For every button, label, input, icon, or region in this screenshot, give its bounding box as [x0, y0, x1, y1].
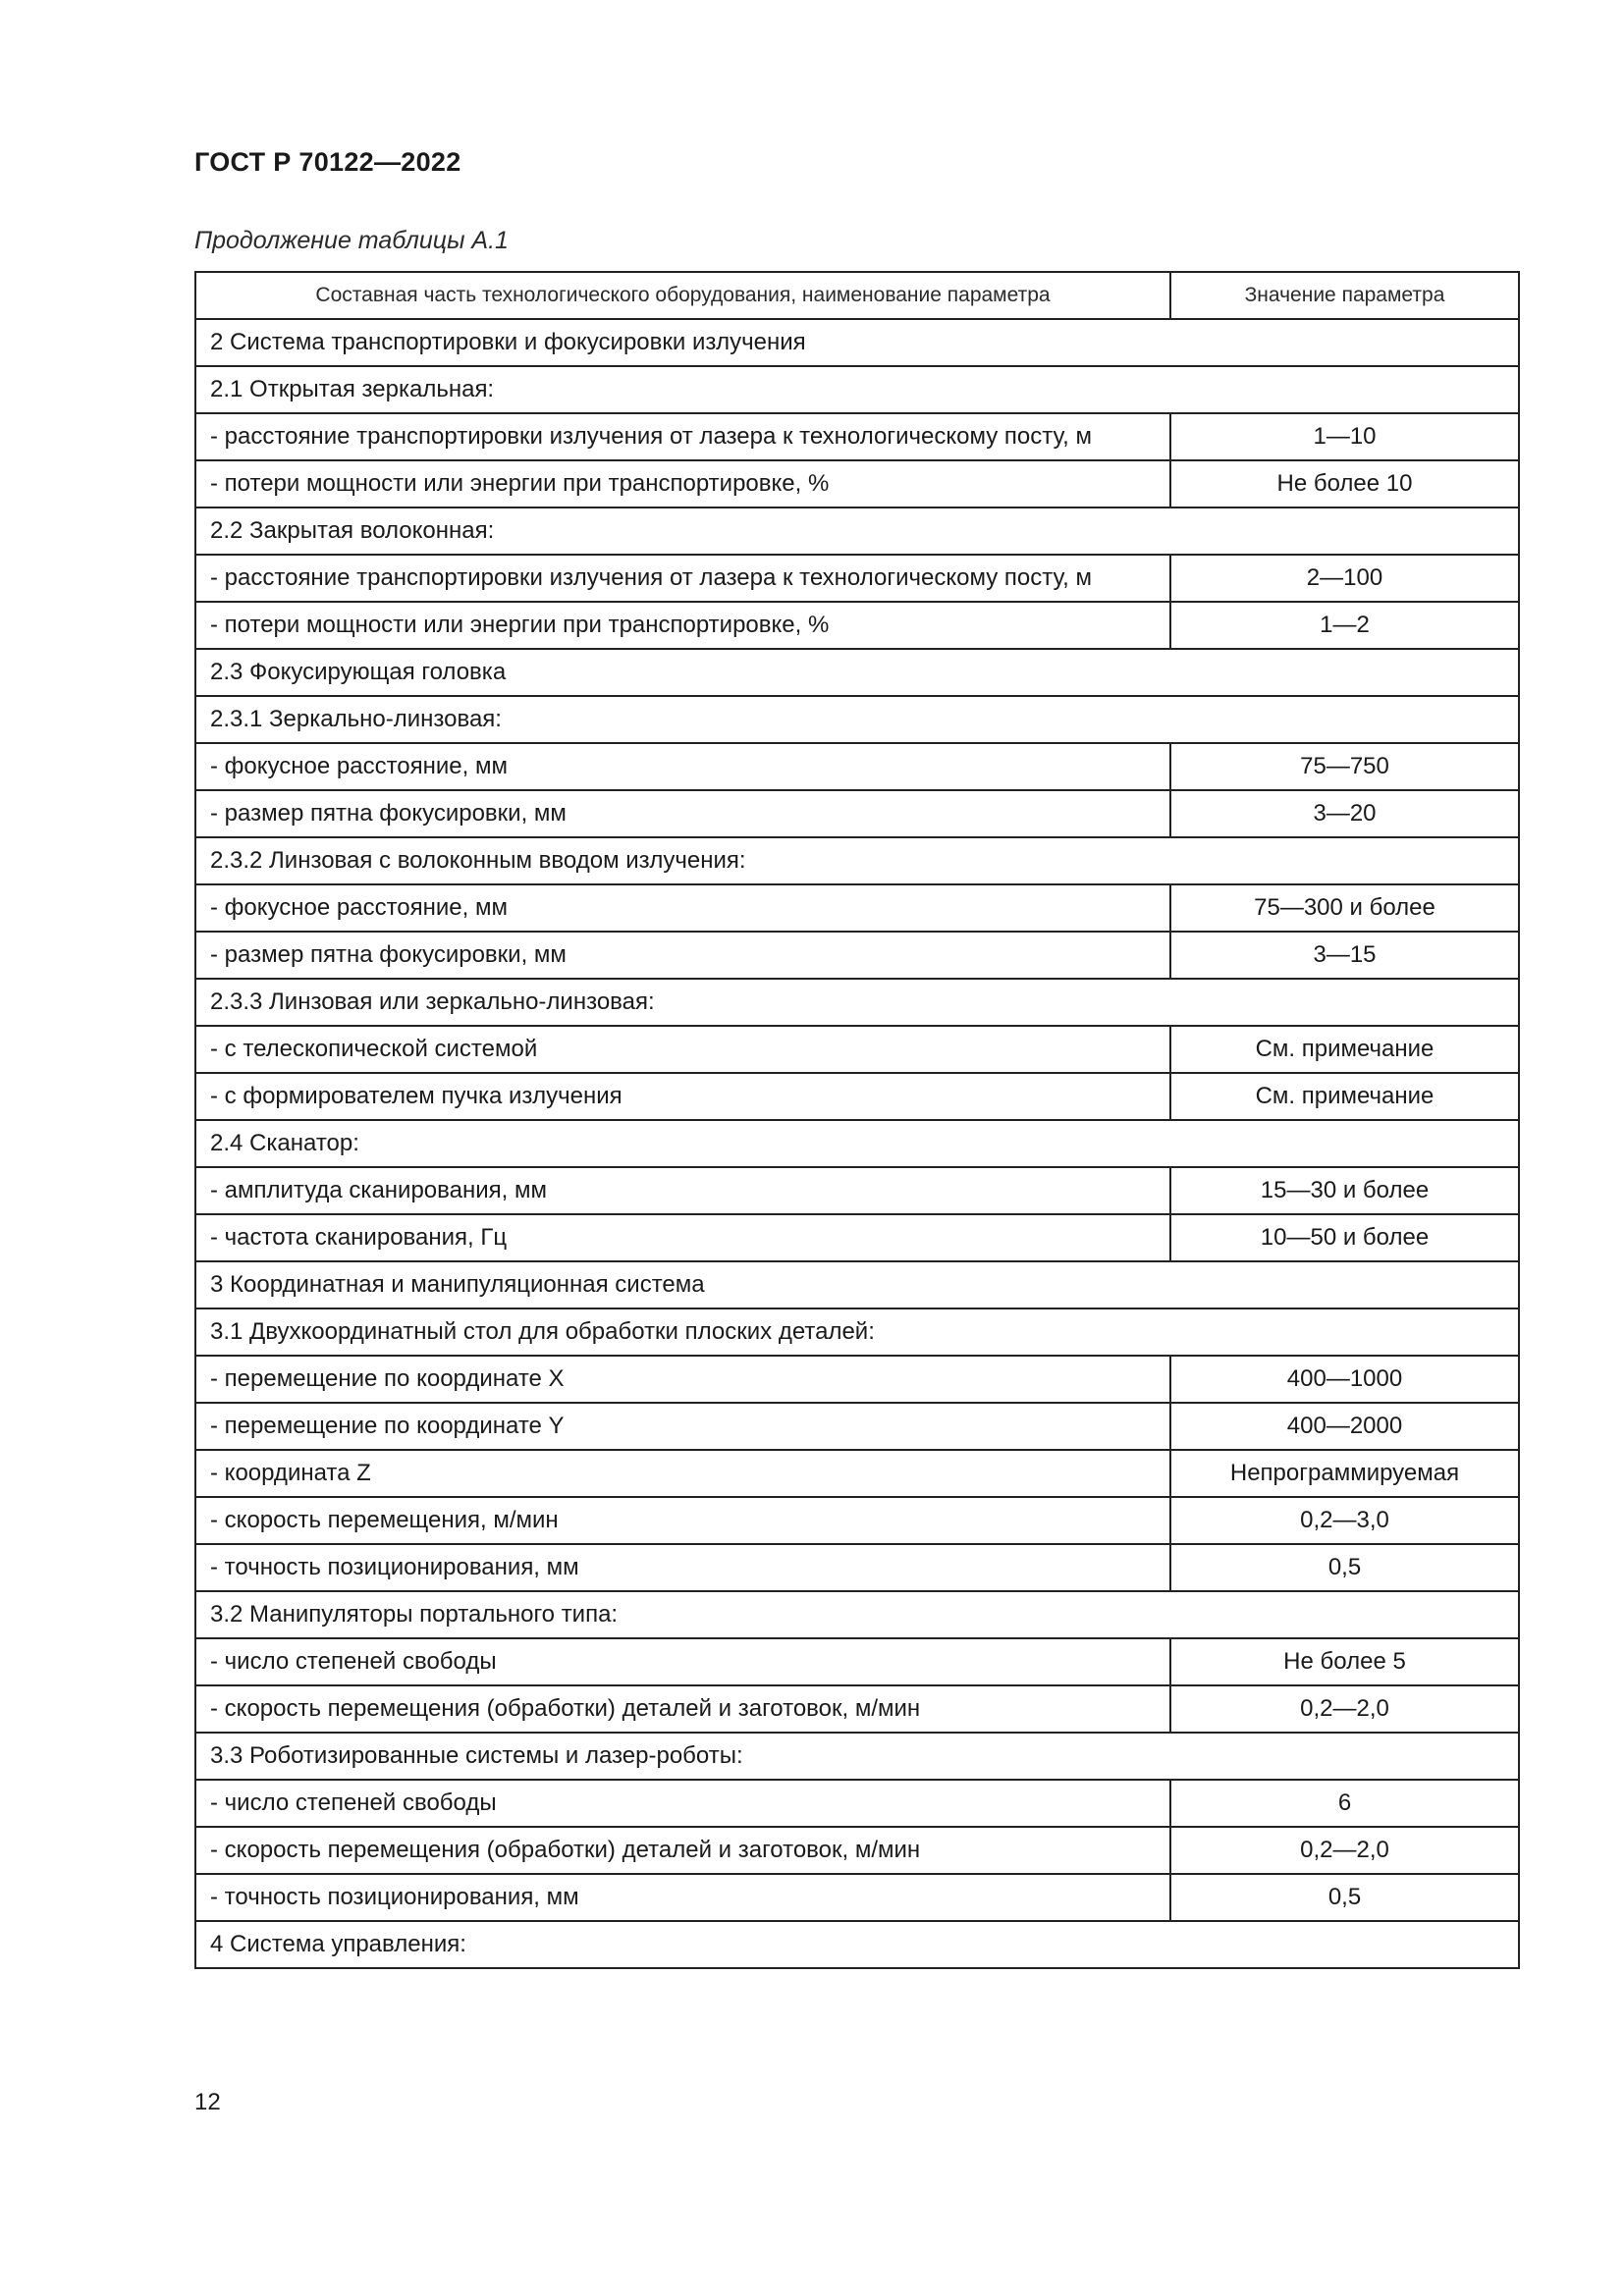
- table-section-row: [195, 366, 1519, 413]
- parameter-name: - амплитуда сканирования, мм: [195, 1167, 1170, 1214]
- parameter-value: Не более 10: [1170, 460, 1519, 507]
- table-section-row: [195, 649, 1519, 696]
- table-row: [195, 790, 1519, 837]
- parameter-name: - размер пятна фокусировки, мм: [195, 790, 1170, 837]
- table-section-row: [195, 1120, 1519, 1167]
- table-header-row: [195, 272, 1519, 319]
- table-section-row: [195, 979, 1519, 1026]
- section-label: 2.4 Сканатор:: [195, 1120, 1519, 1167]
- parameter-name: - фокусное расстояние, мм: [195, 884, 1170, 932]
- table-row: [195, 413, 1519, 460]
- table-row: [195, 1544, 1519, 1591]
- table-section-row: [195, 1261, 1519, 1308]
- parameter-value: Не более 5: [1170, 1638, 1519, 1685]
- table-row: [195, 1780, 1519, 1827]
- section-label: 2.2 Закрытая волоконная:: [195, 507, 1519, 555]
- parameter-name: - потери мощности или энергии при транспортировке, %: [195, 460, 1170, 507]
- document-standard-header: ГОСТ Р 70122—2022: [194, 147, 461, 177]
- parameter-name: - размер пятна фокусировки, мм: [195, 932, 1170, 979]
- section-label: 3 Координатная и манипуляционная система: [195, 1261, 1519, 1308]
- parameter-name: - число степеней свободы: [195, 1780, 1170, 1827]
- section-label: 3.2 Манипуляторы портального типа:: [195, 1591, 1519, 1638]
- parameter-value: 0,2—3,0: [1170, 1497, 1519, 1544]
- parameter-value: См. примечание: [1170, 1073, 1519, 1120]
- table-row: [195, 884, 1519, 932]
- parameter-value: 15—30 и более: [1170, 1167, 1519, 1214]
- table-continuation-caption: Продолжение таблицы А.1: [194, 227, 509, 254]
- parameter-value: См. примечание: [1170, 1026, 1519, 1073]
- parameter-name: - координата Z: [195, 1450, 1170, 1497]
- table-row: [195, 460, 1519, 507]
- parameter-name: - перемещение по координате Y: [195, 1403, 1170, 1450]
- table-row: [195, 1356, 1519, 1403]
- parameter-value: Непрограммируемая: [1170, 1450, 1519, 1497]
- section-label: 2 Система транспортировки и фокусировки излучения: [195, 319, 1519, 366]
- section-label: 4 Система управления:: [195, 1921, 1519, 1968]
- section-label: 2.3 Фокусирующая головка: [195, 649, 1519, 696]
- parameter-value: 3—15: [1170, 932, 1519, 979]
- parameter-value: 1—2: [1170, 602, 1519, 649]
- parameter-name: - скорость перемещения (обработки) деталей и заготовок, м/мин: [195, 1827, 1170, 1874]
- parameter-value: 0,5: [1170, 1874, 1519, 1921]
- table-body: [195, 319, 1519, 1968]
- table-row: [195, 1638, 1519, 1685]
- table-row: [195, 602, 1519, 649]
- parameter-name: - скорость перемещения (обработки) деталей и заготовок, м/мин: [195, 1685, 1170, 1733]
- table-row: [195, 1167, 1519, 1214]
- section-label: 2.1 Открытая зеркальная:: [195, 366, 1519, 413]
- parameter-name: - с формирователем пучка излучения: [195, 1073, 1170, 1120]
- table-row: [195, 1450, 1519, 1497]
- column-header-value: Значение параметра: [1170, 272, 1519, 319]
- table-row: [195, 1685, 1519, 1733]
- table-row: [195, 1073, 1519, 1120]
- parameter-name: - с телескопической системой: [195, 1026, 1170, 1073]
- parameter-value: 2—100: [1170, 555, 1519, 602]
- parameter-name: - расстояние транспортировки излучения от лазера к технологическому посту, м: [195, 413, 1170, 460]
- table-section-row: [195, 1591, 1519, 1638]
- table-row: [195, 1403, 1519, 1450]
- table-row: [195, 1874, 1519, 1921]
- section-label: 3.1 Двухкоординатный стол для обработки плоских деталей:: [195, 1308, 1519, 1356]
- table-section-row: [195, 507, 1519, 555]
- table-section-row: [195, 837, 1519, 884]
- table-row: [195, 743, 1519, 790]
- table-row: [195, 1214, 1519, 1261]
- parameter-value: 75—300 и более: [1170, 884, 1519, 932]
- table-section-row: [195, 319, 1519, 366]
- section-label: 2.3.1 Зеркально-линзовая:: [195, 696, 1519, 743]
- table-section-row: [195, 1733, 1519, 1780]
- table-section-row: [195, 696, 1519, 743]
- parameter-value: 75—750: [1170, 743, 1519, 790]
- parameter-name: - расстояние транспортировки излучения от лазера к технологическому посту, м: [195, 555, 1170, 602]
- column-header-component: Составная часть технологического оборудования, наименование параметра: [195, 272, 1170, 319]
- table-row: [195, 555, 1519, 602]
- parameter-value: 0,5: [1170, 1544, 1519, 1591]
- parameter-name: - потери мощности или энергии при транспортировке, %: [195, 602, 1170, 649]
- table-row: [195, 932, 1519, 979]
- parameter-name: - точность позиционирования, мм: [195, 1544, 1170, 1591]
- table-row: [195, 1497, 1519, 1544]
- parameter-value: 1—10: [1170, 413, 1519, 460]
- table-row: [195, 1026, 1519, 1073]
- parameter-name: - скорость перемещения, м/мин: [195, 1497, 1170, 1544]
- parameter-value: 0,2—2,0: [1170, 1827, 1519, 1874]
- parameter-value: 6: [1170, 1780, 1519, 1827]
- parameter-value: 10—50 и более: [1170, 1214, 1519, 1261]
- section-label: 2.3.2 Линзовая с волоконным вводом излучения:: [195, 837, 1519, 884]
- section-label: 2.3.3 Линзовая или зеркально-линзовая:: [195, 979, 1519, 1026]
- parameter-name: - частота сканирования, Гц: [195, 1214, 1170, 1261]
- table-row: [195, 1827, 1519, 1874]
- table-section-row: [195, 1921, 1519, 1968]
- parameter-name: - число степеней свободы: [195, 1638, 1170, 1685]
- parameters-table: [194, 271, 1520, 1969]
- parameter-name: - фокусное расстояние, мм: [195, 743, 1170, 790]
- section-label: 3.3 Роботизированные системы и лазер-роботы:: [195, 1733, 1519, 1780]
- table-section-row: [195, 1308, 1519, 1356]
- parameter-value: 400—1000: [1170, 1356, 1519, 1403]
- page-number: 12: [194, 2089, 221, 2115]
- parameter-value: 400—2000: [1170, 1403, 1519, 1450]
- parameter-name: - точность позиционирования, мм: [195, 1874, 1170, 1921]
- parameter-value: 3—20: [1170, 790, 1519, 837]
- parameter-name: - перемещение по координате X: [195, 1356, 1170, 1403]
- parameter-value: 0,2—2,0: [1170, 1685, 1519, 1733]
